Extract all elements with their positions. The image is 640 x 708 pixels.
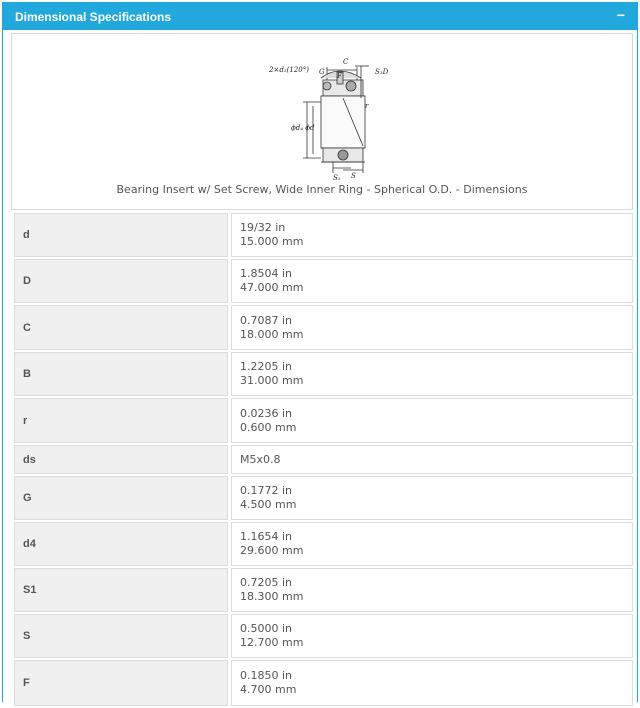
spec-label: C: [23, 321, 31, 334]
spec-values: [240, 267, 303, 295]
table-row: [11, 476, 633, 522]
table-row: [11, 213, 633, 259]
c-label: C: [343, 58, 349, 66]
spec-values: [240, 221, 303, 249]
dimension-figure: [11, 33, 633, 210]
spec-values: [240, 484, 296, 512]
panel-title: Dimensional Specifications: [15, 10, 172, 24]
spec-label-cell: [14, 568, 228, 612]
collapse-icon[interactable]: −: [616, 7, 625, 23]
table-row: [11, 522, 633, 568]
table-row: [11, 614, 633, 660]
table-row: [11, 445, 633, 476]
spec-value: 31.000 mm: [240, 374, 304, 387]
spec-label: r: [23, 414, 28, 427]
spec-label: D: [23, 275, 31, 287]
table-row: [11, 398, 633, 445]
sd-label: S₁D: [375, 68, 389, 76]
bearing-dimension-drawing: [257, 58, 413, 183]
spec-value-cell: [231, 445, 633, 474]
spec-value: 12.700 mm: [240, 636, 304, 649]
spec-values: [240, 314, 303, 342]
g-label: G: [319, 68, 325, 76]
spec-value: 0.1850 in: [240, 669, 293, 682]
spec-label-cell: [14, 522, 228, 566]
spec-value-cell: [231, 352, 633, 396]
spec-value-cell: [231, 522, 633, 566]
spec-label-cell: [14, 305, 228, 350]
spec-value-cell: [231, 259, 633, 303]
spec-label: d4: [23, 538, 36, 550]
spec-label-cell: [14, 352, 228, 396]
spec-value: 18.000 mm: [240, 327, 304, 341]
r-label: r: [365, 102, 369, 110]
spec-label-cell: [14, 213, 228, 257]
spec-value: 15.000 mm: [240, 235, 304, 248]
spec-value: 4.500 mm: [240, 498, 297, 511]
spec-value: 0.7087 in: [240, 313, 293, 327]
spec-value: 29.600 mm: [240, 544, 304, 557]
spec-label: ds: [23, 453, 36, 466]
s1-label: S₁: [333, 174, 341, 182]
dd-label: ϕd₄ ϕd: [291, 124, 315, 132]
spec-value-cell: [231, 614, 633, 658]
spec-value: M5x0.8: [240, 452, 281, 466]
spec-value: 4.700 mm: [240, 683, 297, 696]
figure-caption: Bearing Insert w/ Set Screw, Wide Inner Ring - Spherical O.D. - Dimensions: [116, 183, 528, 196]
spec-value-cell: [231, 213, 633, 257]
spec-label: G: [23, 492, 32, 504]
spec-label: S: [23, 630, 31, 642]
spec-values: [240, 407, 296, 435]
spec-values: [240, 669, 296, 697]
spec-value: 0.0236 in: [240, 406, 293, 420]
spec-value-cell: [231, 476, 633, 520]
spec-label-cell: [14, 259, 228, 303]
spec-value: 0.7205 in: [240, 576, 293, 589]
f-label: F: [337, 72, 342, 80]
table-row: [11, 568, 633, 614]
spec-value-cell: [231, 660, 633, 706]
spec-label-cell: [14, 614, 228, 658]
spec-value: 1.2205 in: [240, 360, 293, 373]
dimensional-specifications-panel: [2, 2, 638, 702]
spec-value: 0.5000 in: [240, 622, 293, 635]
spec-value: 1.8504 in: [240, 267, 293, 280]
spec-value-cell: [231, 568, 633, 612]
spec-value: 0.1772 in: [240, 484, 293, 497]
panel-header[interactable]: [3, 3, 637, 30]
table-row: [11, 352, 633, 398]
spec-value: 1.1654 in: [240, 530, 293, 543]
spec-value: 19/32 in: [240, 221, 286, 234]
spec-value-cell: [231, 398, 633, 443]
spec-values: [240, 453, 281, 467]
holes-label: 2×d₁(120°): [269, 66, 309, 74]
spec-value: 18.300 mm: [240, 590, 304, 603]
spec-label-cell: [14, 445, 228, 474]
spec-value: 47.000 mm: [240, 281, 304, 294]
spec-values: [240, 622, 303, 650]
spec-values: [240, 360, 303, 388]
spec-label: F: [23, 677, 30, 689]
s-label: S: [351, 172, 356, 180]
spec-label-cell: [14, 660, 228, 706]
spec-value: 0.600 mm: [240, 420, 297, 434]
table-row: [11, 305, 633, 352]
table-row: [11, 660, 633, 708]
spec-label-cell: [14, 398, 228, 443]
table-row: [11, 259, 633, 305]
spec-values: [240, 576, 303, 604]
spec-value-cell: [231, 305, 633, 350]
spec-label-cell: [14, 476, 228, 520]
spec-label: S1: [23, 584, 37, 596]
spec-values: [240, 530, 303, 558]
spec-label: d: [23, 229, 30, 241]
spec-label: B: [23, 368, 31, 380]
